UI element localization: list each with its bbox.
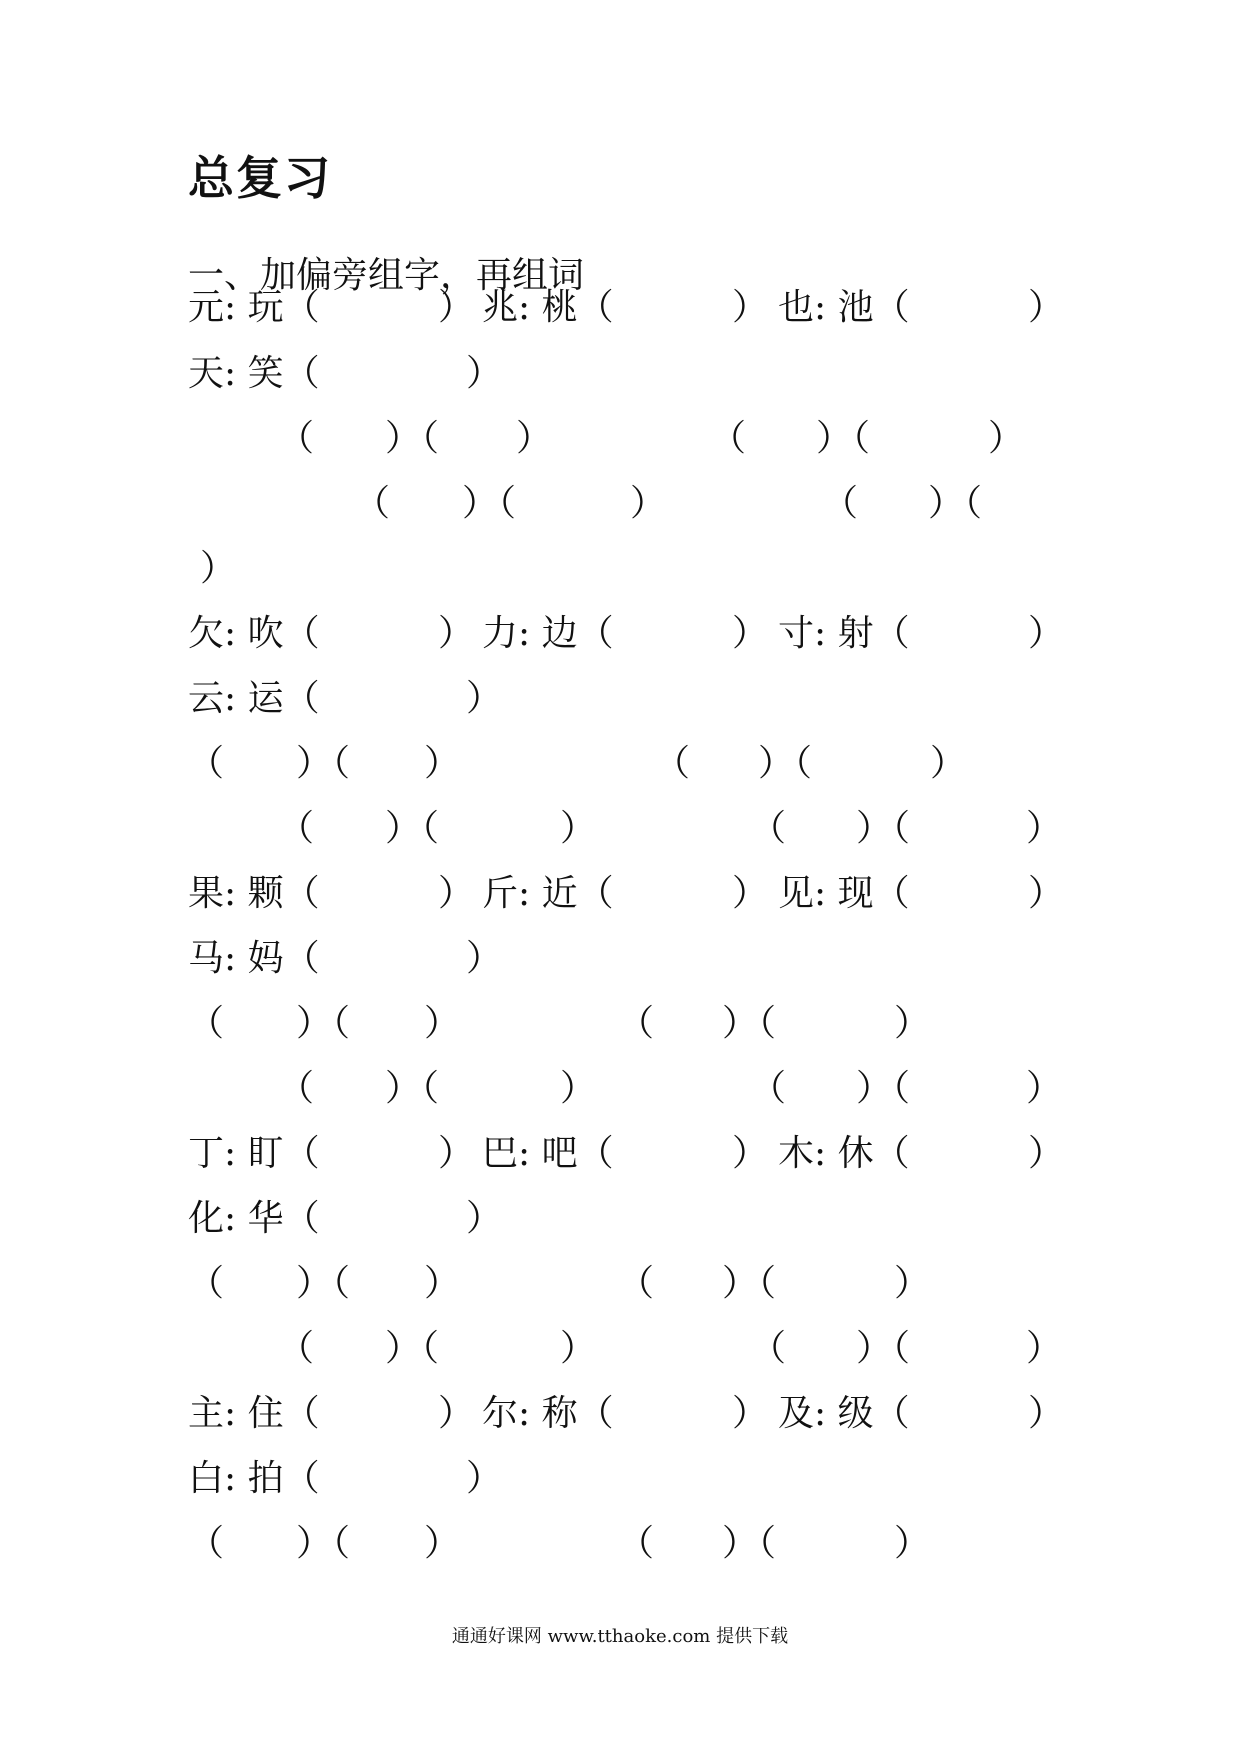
exercise-segment: ） bbox=[1028, 613, 1065, 654]
exercise-segment: ） bbox=[1026, 808, 1063, 849]
exercise-segment: ）（ bbox=[296, 743, 351, 784]
exercise-segment: （ bbox=[618, 1523, 655, 1564]
exercise-segment: 力: 边（ bbox=[482, 613, 614, 654]
exercise-segment: ）（ bbox=[385, 1068, 440, 1109]
exercise-segment: （ bbox=[710, 418, 747, 459]
exercise-segment: （ bbox=[188, 743, 225, 784]
exercise-segment: ） bbox=[732, 613, 769, 654]
exercise-segment: ）（ bbox=[296, 1263, 351, 1304]
exercise-segment: 化: 华（ bbox=[188, 1198, 320, 1239]
exercise-segment: 及: 级（ bbox=[778, 1393, 910, 1434]
exercise-segment: 见: 现（ bbox=[778, 873, 910, 914]
exercise-segment: （ bbox=[618, 1003, 655, 1044]
exercise-segment: （ bbox=[278, 1068, 315, 1109]
exercise-segment: ） bbox=[732, 1133, 769, 1174]
exercise-segment: ） bbox=[466, 353, 503, 394]
exercise-segment: 主: 住（ bbox=[188, 1393, 320, 1434]
exercise-segment: （ bbox=[278, 418, 315, 459]
exercise-segment: （ bbox=[188, 1523, 225, 1564]
exercise-segment: ）（ bbox=[296, 1003, 351, 1044]
exercise-segment: （ bbox=[750, 1068, 787, 1109]
exercise-segment: ） bbox=[438, 1393, 475, 1434]
exercise-segment: 云: 运（ bbox=[188, 678, 320, 719]
exercise-segment: ）（ bbox=[856, 1068, 911, 1109]
exercise-segment: （ bbox=[278, 808, 315, 849]
exercise-segment: 白: 拍（ bbox=[188, 1458, 320, 1499]
exercise-segment: 也: 池（ bbox=[778, 287, 910, 328]
exercise-segment: ） bbox=[1028, 873, 1065, 914]
exercise-segment: 斤: 近（ bbox=[482, 873, 614, 914]
exercise-segment: ） bbox=[630, 483, 667, 524]
exercise-segment: （ bbox=[188, 1263, 225, 1304]
exercise-segment: ） bbox=[466, 938, 503, 979]
exercise-segment: ） bbox=[894, 1263, 931, 1304]
exercise-segment: ） bbox=[424, 1263, 461, 1304]
exercise-segment: ） bbox=[424, 743, 461, 784]
exercise-segment: ） bbox=[438, 287, 475, 328]
exercise-segment: ） bbox=[516, 418, 553, 459]
page-title: 总复习 bbox=[188, 151, 332, 205]
exercise-segment: （ bbox=[750, 808, 787, 849]
exercise-segment: ） bbox=[732, 287, 769, 328]
exercise-segment: 尔: 称（ bbox=[482, 1393, 614, 1434]
exercise-segment: 丁: 盯（ bbox=[188, 1133, 320, 1174]
exercise-segment: 兆: 桃（ bbox=[482, 287, 614, 328]
exercise-segment: ）（ bbox=[928, 483, 983, 524]
exercise-segment: ）（ bbox=[816, 418, 871, 459]
exercise-segment: ） bbox=[438, 873, 475, 914]
exercise-segment: （ bbox=[822, 483, 859, 524]
exercise-segment: ） bbox=[200, 548, 237, 589]
exercise-segment: ）（ bbox=[722, 1263, 777, 1304]
exercise-segment: ） bbox=[1028, 287, 1065, 328]
exercise-segment: ）（ bbox=[385, 1328, 440, 1369]
exercise-segment: ） bbox=[732, 1393, 769, 1434]
exercise-segment: ） bbox=[1026, 1068, 1063, 1109]
exercise-segment: （ bbox=[278, 1328, 315, 1369]
exercise-segment: ） bbox=[732, 873, 769, 914]
exercise-segment: ） bbox=[930, 743, 967, 784]
exercise-segment: （ bbox=[618, 1263, 655, 1304]
exercise-segment: ） bbox=[1026, 1328, 1063, 1369]
exercise-segment: （ bbox=[654, 743, 691, 784]
exercise-segment: 欠: 吹（ bbox=[188, 613, 320, 654]
exercise-segment: 马: 妈（ bbox=[188, 938, 320, 979]
exercise-segment: ） bbox=[438, 613, 475, 654]
exercise-segment: ） bbox=[560, 1328, 597, 1369]
exercise-segment: ） bbox=[988, 418, 1025, 459]
exercise-segment: ） bbox=[894, 1003, 931, 1044]
exercise-segment: （ bbox=[188, 1003, 225, 1044]
exercise-segment: ）（ bbox=[722, 1523, 777, 1564]
exercise-segment: （ bbox=[354, 483, 391, 524]
section-heading: 一、加偏旁组字，再组词 bbox=[188, 255, 585, 296]
exercise-segment: ） bbox=[438, 1133, 475, 1174]
exercise-segment: ） bbox=[424, 1523, 461, 1564]
exercise-segment: 天: 笑（ bbox=[188, 353, 320, 394]
exercise-segment: ） bbox=[466, 1458, 503, 1499]
exercise-segment: ） bbox=[424, 1003, 461, 1044]
exercise-segment: ） bbox=[466, 1198, 503, 1239]
exercise-segment: 巴: 吧（ bbox=[482, 1133, 614, 1174]
exercise-segment: ） bbox=[1028, 1393, 1065, 1434]
exercise-segment: ） bbox=[560, 808, 597, 849]
exercise-segment: ）（ bbox=[856, 808, 911, 849]
exercise-segment: ）（ bbox=[856, 1328, 911, 1369]
exercise-segment: ） bbox=[1028, 1133, 1065, 1174]
exercise-segment: ）（ bbox=[385, 808, 440, 849]
page-footer: 通通好课网 www.tthaoke.com 提供下载 bbox=[451, 1626, 789, 1647]
exercise-segment: 寸: 射（ bbox=[778, 613, 910, 654]
exercise-segment: ） bbox=[466, 678, 503, 719]
exercise-segment: ）（ bbox=[722, 1003, 777, 1044]
exercise-segment: 元: 玩（ bbox=[188, 287, 320, 328]
exercise-segment: 木: 休（ bbox=[778, 1133, 910, 1174]
exercise-segment: ） bbox=[894, 1523, 931, 1564]
exercise-segment: ）（ bbox=[758, 743, 813, 784]
exercise-segment: ）（ bbox=[296, 1523, 351, 1564]
exercise-segment: ）（ bbox=[462, 483, 517, 524]
exercise-segment: （ bbox=[750, 1328, 787, 1369]
exercise-segment: ） bbox=[560, 1068, 597, 1109]
exercise-segment: 果: 颗（ bbox=[188, 873, 320, 914]
exercise-segment: ）（ bbox=[385, 418, 440, 459]
